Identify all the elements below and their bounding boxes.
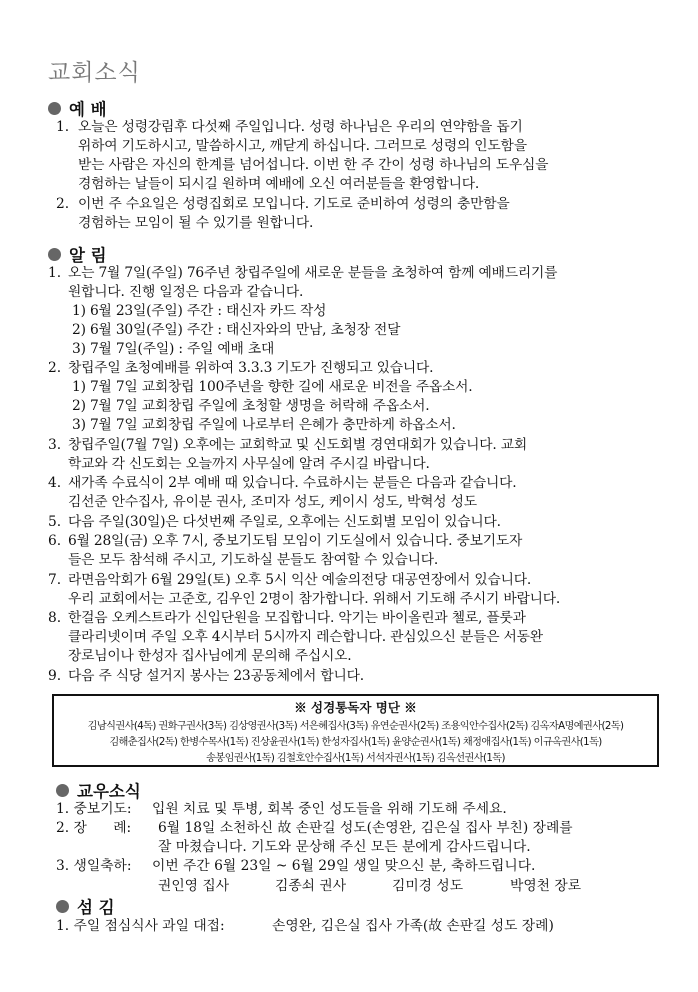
notice-item-line: 6월 28일(금) 오후 7시, 중보기도팀 모임이 기도실에서 있습니다. 중보기도자 xyxy=(68,533,523,549)
worship-item-num: 1. xyxy=(56,119,70,135)
notice-item-line: 원합니다. 진행 일정은 다음과 같습니다. xyxy=(68,284,304,300)
notice-subitem: 1) 7월 7일 교회창립 100주년을 향한 길에 새로운 비전을 주옵소서. xyxy=(72,379,473,395)
friends-heading xyxy=(56,778,141,802)
notice-item-line: 창립주일(7월 7일) 오후에는 교회학교 및 신도회별 경연대회가 있습니다. 교회 xyxy=(68,437,528,453)
worship-item-line: 이번 주 수요일은 성령집회로 모입니다. 기도로 준비하여 성령의 충만함을 xyxy=(78,196,510,212)
notice-item-num: 3. xyxy=(48,437,62,453)
friends-item-line: 입원 치료 및 투병, 회복 중인 성도들을 위해 기도해 주세요. xyxy=(152,801,507,817)
service-item-text: 손영완, 김은실 집사 가족(故 손판길 성도 장례) xyxy=(272,918,554,934)
notice-subitem: 1) 6월 23일(주일) 주간 : 태신자 카드 작성 xyxy=(72,303,327,319)
notice-subitem: 2) 7월 7일 교회창립 주일에 초청할 생명을 허락해 주옵소서. xyxy=(72,398,430,414)
friends-item-label: 2. 장 례: xyxy=(56,820,132,836)
friends-heading-label: 교우소식 xyxy=(77,782,141,801)
birthday-name: 박영천 장로 xyxy=(510,878,582,894)
notice-item-line: 오는 7월 7일(주일) 76주년 창립주일에 새로운 분들을 초청하여 함께 예배드리기를 xyxy=(68,265,558,281)
notice-item-line: 한걸음 오케스트라가 신입단원을 모집합니다. 악기는 바이올린과 첼로, 플룻과 xyxy=(68,610,526,626)
worship-item-num: 2. xyxy=(56,196,70,212)
notice-item-num: 2. xyxy=(48,360,62,376)
notice-item-line: 창립주일 초청예배를 위하여 3.3.3 기도가 진행되고 있습니다. xyxy=(68,360,434,376)
worship-heading-label: 예 배 xyxy=(69,100,107,119)
worship-item-line: 오늘은 성령강림후 다섯째 주일입니다. 성령 하나님은 우리의 연약함을 돕기 xyxy=(78,119,523,135)
bullet-circle-icon xyxy=(48,102,61,115)
notice-item-line: 들은 모두 참석해 주시고, 기도하실 분들도 참여할 수 있습니다. xyxy=(68,552,439,568)
friends-item-label: 3. 생일축하: xyxy=(56,858,132,874)
notice-item-line: 김선준 안수집사, 유이분 권사, 조미자 성도, 케이시 성도, 박혁성 성도 xyxy=(68,494,477,510)
notice-heading xyxy=(48,242,107,266)
notice-item-num: 5. xyxy=(48,514,62,530)
bible-box-line: 송봉임권사(1독) 김철호안수집사(1독) 서석자권사(1독) 김옥선권사(1독) xyxy=(206,753,505,764)
notice-item-line: 새가족 수료식이 2부 예배 때 있습니다. 수료하시는 분들은 다음과 같습니다. xyxy=(68,475,517,491)
bible-box-line: 김남식권사(4독) 권화구권사(3독) 김상영권사(3독) 서은혜집사(3독) 유연순권사(2독) 조용익안수집사(2독) 김옥자A명예권사(2독) xyxy=(87,721,624,732)
worship-item-line: 경험하는 모임이 될 수 있기를 원합니다. xyxy=(78,215,314,231)
notice-subitem: 3) 7월 7일 교회창립 주일에 나로부터 은혜가 충만하게 하옵소서. xyxy=(72,417,456,433)
friends-item-line: 이번 주간 6월 23일 ~ 6월 29일 생일 맞으신 분, 축하드립니다. xyxy=(152,858,536,874)
notice-heading-label: 알 림 xyxy=(69,246,107,265)
notice-item-num: 6. xyxy=(48,533,62,549)
notice-item-num: 4. xyxy=(48,475,62,491)
bullet-circle-icon xyxy=(56,900,69,913)
birthday-name: 김미경 성도 xyxy=(392,878,464,894)
service-item-label: 1. 주일 점심식사 과일 대접: xyxy=(56,918,225,934)
notice-item-line: 우리 교회에서는 고준호, 김우인 2명이 참가합니다. 위해서 기도해 주시기 바랍니다. xyxy=(68,591,561,607)
worship-item-line: 경험하는 날들이 되시길 원하며 예배에 오신 여러분들을 환영합니다. xyxy=(78,176,480,192)
worship-item-line: 위하여 기도하시고, 말씀하시고, 깨닫게 하십니다. 그러므로 성령의 인도함을 xyxy=(78,138,527,154)
notice-item-line: 라면음악회가 6월 29일(토) 오후 5시 익산 예술의전당 대공연장에서 있습니다. xyxy=(68,572,532,588)
bible-reading-box xyxy=(52,694,659,767)
friends-item-label: 1. 중보기도: xyxy=(56,801,132,817)
notice-item-num: 7. xyxy=(48,572,62,588)
birthday-name: 김종쇠 권사 xyxy=(275,878,347,894)
worship-item-line: 받는 사람은 자신의 한계를 넘어섭니다. 이번 한 주 간이 성령 하나님의 도우심을 xyxy=(78,157,549,173)
notice-item-num: 8. xyxy=(48,610,62,626)
bullet-circle-icon xyxy=(56,784,69,797)
friends-item-line: 6월 18일 소천하신 故 손판길 성도(손영완, 김은실 집사 부친) 장례를 xyxy=(158,820,573,836)
page-title: 교회소식 xyxy=(48,60,141,86)
notice-subitem: 2) 6월 30일(주일) 주간 : 태신자와의 만남, 초청장 전달 xyxy=(72,322,401,338)
service-heading-label: 섬 김 xyxy=(77,898,115,917)
notice-item-line: 다음 주일(30일)은 다섯번째 주일로, 오후에는 신도회별 모임이 있습니다. xyxy=(68,514,501,530)
notice-item-line: 장로님이나 한성자 집사님에게 문의해 주십시오. xyxy=(68,648,352,664)
notice-item-line: 클라리넷이며 주일 오후 4시부터 5시까지 레슨합니다. 관심있으신 분들은 서동완 xyxy=(68,629,543,645)
birthday-name: 권인영 집사 xyxy=(158,878,230,894)
worship-heading xyxy=(48,96,107,120)
bible-box-heading: ※ 성경통독자 명단 ※ xyxy=(294,700,417,715)
notice-item-line: 학교와 각 신도회는 오늘까지 사무실에 알려 주시길 바랍니다. xyxy=(68,456,430,472)
notice-item-num: 1. xyxy=(48,265,62,281)
notice-subitem: 3) 7월 7일(주일) : 주일 예배 초대 xyxy=(72,341,275,357)
bible-box-line: 김해춘집사(2독) 한병수목사(1독) 진상윤권사(1독) 한성자집사(1독) 윤양순권사(1독) 채정애집사(1독) 이규옥권사(1독) xyxy=(109,737,602,748)
notice-item-line: 다음 주 식당 설거지 봉사는 23공동체에서 합니다. xyxy=(68,668,364,684)
notice-item-num: 9. xyxy=(48,668,62,684)
friends-item-line: 잘 마쳤습니다. 기도와 문상해 주신 모든 분에게 감사드립니다. xyxy=(158,839,531,855)
service-heading xyxy=(56,894,115,918)
bullet-circle-icon xyxy=(48,248,61,261)
